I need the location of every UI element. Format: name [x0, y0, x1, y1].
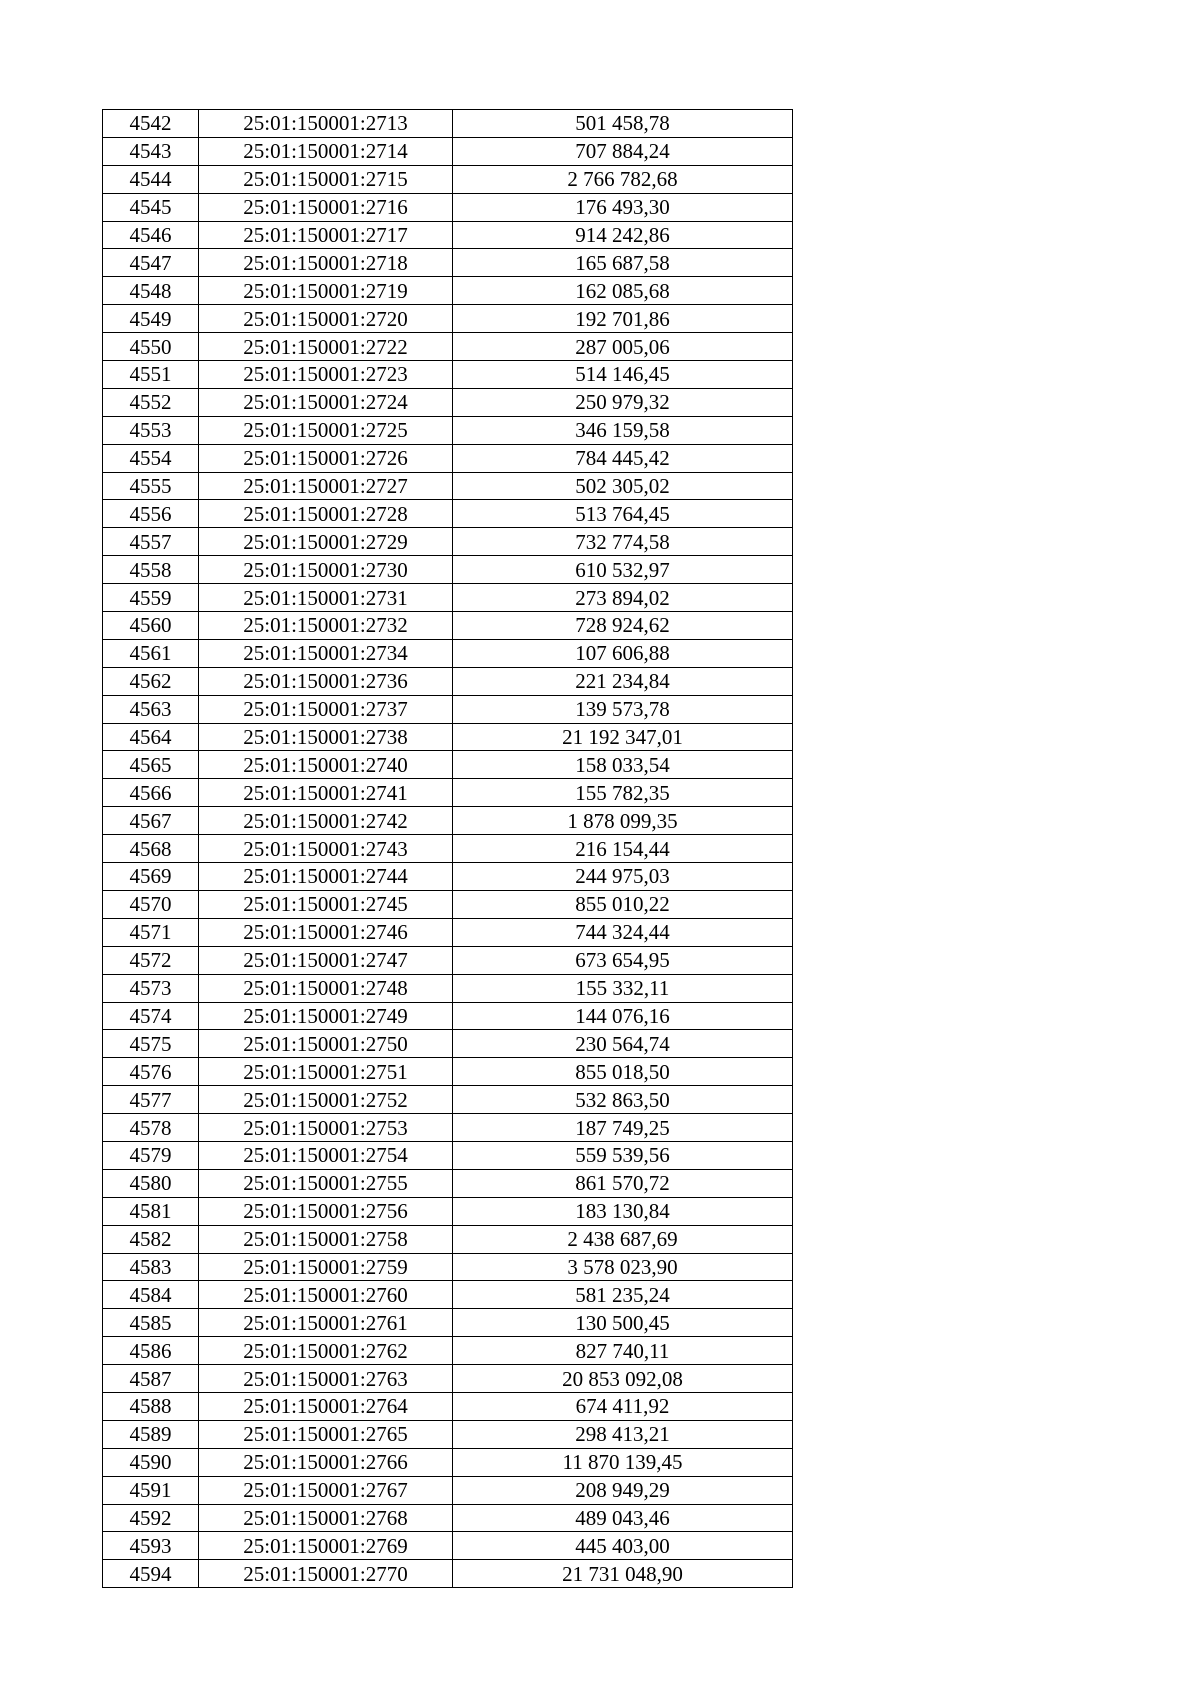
- value-cell: 250 979,32: [453, 388, 793, 416]
- cadastral-number-cell: 25:01:150001:2747: [199, 946, 453, 974]
- row-number-cell: 4548: [103, 277, 199, 305]
- row-number-cell: 4591: [103, 1476, 199, 1504]
- table-row: [103, 1309, 793, 1337]
- row-number-cell: 4568: [103, 835, 199, 863]
- table-row: [103, 974, 793, 1002]
- row-number-cell: 4551: [103, 361, 199, 389]
- table-row: [103, 165, 793, 193]
- value-cell: 139 573,78: [453, 695, 793, 723]
- row-number-cell: 4546: [103, 221, 199, 249]
- value-cell: 2 766 782,68: [453, 165, 793, 193]
- row-number-cell: 4554: [103, 444, 199, 472]
- table-row: [103, 835, 793, 863]
- table-row: [103, 1392, 793, 1420]
- row-number-cell: 4552: [103, 388, 199, 416]
- value-cell: 610 532,97: [453, 556, 793, 584]
- value-cell: 532 863,50: [453, 1086, 793, 1114]
- cadastral-number-cell: 25:01:150001:2731: [199, 584, 453, 612]
- cadastral-number-cell: 25:01:150001:2714: [199, 137, 453, 165]
- table-row: [103, 221, 793, 249]
- cadastral-number-cell: 25:01:150001:2730: [199, 556, 453, 584]
- value-cell: 130 500,45: [453, 1309, 793, 1337]
- value-cell: 855 018,50: [453, 1058, 793, 1086]
- cadastral-number-cell: 25:01:150001:2763: [199, 1365, 453, 1393]
- value-cell: 155 332,11: [453, 974, 793, 1002]
- table-row: [103, 416, 793, 444]
- cadastral-number-cell: 25:01:150001:2740: [199, 751, 453, 779]
- row-number-cell: 4550: [103, 333, 199, 361]
- row-number-cell: 4592: [103, 1504, 199, 1532]
- cadastral-number-cell: 25:01:150001:2726: [199, 444, 453, 472]
- table-row: [103, 751, 793, 779]
- row-number-cell: 4590: [103, 1448, 199, 1476]
- row-number-cell: 4549: [103, 305, 199, 333]
- table-row: [103, 723, 793, 751]
- value-cell: 728 924,62: [453, 612, 793, 640]
- table-row: [103, 584, 793, 612]
- cadastral-number-cell: 25:01:150001:2769: [199, 1532, 453, 1560]
- cadastral-number-cell: 25:01:150001:2729: [199, 528, 453, 556]
- cadastral-number-cell: 25:01:150001:2743: [199, 835, 453, 863]
- cadastral-number-cell: 25:01:150001:2756: [199, 1197, 453, 1225]
- table-row: [103, 528, 793, 556]
- table-row: [103, 1030, 793, 1058]
- cadastral-number-cell: 25:01:150001:2732: [199, 612, 453, 640]
- cadastral-number-cell: 25:01:150001:2758: [199, 1225, 453, 1253]
- value-cell: 674 411,92: [453, 1392, 793, 1420]
- cadastral-number-cell: 25:01:150001:2767: [199, 1476, 453, 1504]
- table-row: [103, 807, 793, 835]
- value-cell: 208 949,29: [453, 1476, 793, 1504]
- row-number-cell: 4562: [103, 667, 199, 695]
- value-cell: 581 235,24: [453, 1281, 793, 1309]
- cadastral-value-table: [102, 109, 793, 1588]
- value-cell: 732 774,58: [453, 528, 793, 556]
- table-row: [103, 249, 793, 277]
- value-cell: 20 853 092,08: [453, 1365, 793, 1393]
- table-row: [103, 612, 793, 640]
- value-cell: 187 749,25: [453, 1114, 793, 1142]
- table-row: [103, 277, 793, 305]
- cadastral-number-cell: 25:01:150001:2746: [199, 918, 453, 946]
- row-number-cell: 4570: [103, 890, 199, 918]
- table-row: [103, 472, 793, 500]
- table-row: [103, 388, 793, 416]
- cadastral-number-cell: 25:01:150001:2727: [199, 472, 453, 500]
- cadastral-number-cell: 25:01:150001:2713: [199, 110, 453, 138]
- cadastral-number-cell: 25:01:150001:2748: [199, 974, 453, 1002]
- cadastral-number-cell: 25:01:150001:2770: [199, 1560, 453, 1588]
- value-cell: 107 606,88: [453, 639, 793, 667]
- table-row: [103, 305, 793, 333]
- table-body: [103, 110, 793, 1588]
- row-number-cell: 4586: [103, 1337, 199, 1365]
- value-cell: 489 043,46: [453, 1504, 793, 1532]
- cadastral-number-cell: 25:01:150001:2761: [199, 1309, 453, 1337]
- cadastral-number-cell: 25:01:150001:2751: [199, 1058, 453, 1086]
- row-number-cell: 4579: [103, 1141, 199, 1169]
- table-row: [103, 137, 793, 165]
- cadastral-number-cell: 25:01:150001:2716: [199, 193, 453, 221]
- table-row: [103, 1002, 793, 1030]
- row-number-cell: 4561: [103, 639, 199, 667]
- value-cell: 502 305,02: [453, 472, 793, 500]
- cadastral-number-cell: 25:01:150001:2760: [199, 1281, 453, 1309]
- row-number-cell: 4589: [103, 1420, 199, 1448]
- row-number-cell: 4564: [103, 723, 199, 751]
- value-cell: 244 975,03: [453, 863, 793, 891]
- row-number-cell: 4593: [103, 1532, 199, 1560]
- row-number-cell: 4575: [103, 1030, 199, 1058]
- cadastral-number-cell: 25:01:150001:2737: [199, 695, 453, 723]
- row-number-cell: 4587: [103, 1365, 199, 1393]
- table-row: [103, 779, 793, 807]
- cadastral-number-cell: 25:01:150001:2764: [199, 1392, 453, 1420]
- table-row: [103, 193, 793, 221]
- cadastral-number-cell: 25:01:150001:2715: [199, 165, 453, 193]
- cadastral-number-cell: 25:01:150001:2738: [199, 723, 453, 751]
- value-cell: 744 324,44: [453, 918, 793, 946]
- row-number-cell: 4555: [103, 472, 199, 500]
- value-cell: 273 894,02: [453, 584, 793, 612]
- cadastral-number-cell: 25:01:150001:2752: [199, 1086, 453, 1114]
- value-cell: 21 731 048,90: [453, 1560, 793, 1588]
- value-cell: 784 445,42: [453, 444, 793, 472]
- cadastral-number-cell: 25:01:150001:2765: [199, 1420, 453, 1448]
- row-number-cell: 4574: [103, 1002, 199, 1030]
- table-row: [103, 1114, 793, 1142]
- row-number-cell: 4553: [103, 416, 199, 444]
- table-row: [103, 333, 793, 361]
- value-cell: 707 884,24: [453, 137, 793, 165]
- row-number-cell: 4556: [103, 500, 199, 528]
- cadastral-number-cell: 25:01:150001:2724: [199, 388, 453, 416]
- row-number-cell: 4563: [103, 695, 199, 723]
- value-cell: 230 564,74: [453, 1030, 793, 1058]
- value-cell: 501 458,78: [453, 110, 793, 138]
- row-number-cell: 4544: [103, 165, 199, 193]
- row-number-cell: 4560: [103, 612, 199, 640]
- cadastral-number-cell: 25:01:150001:2719: [199, 277, 453, 305]
- value-cell: 514 146,45: [453, 361, 793, 389]
- value-cell: 346 159,58: [453, 416, 793, 444]
- value-cell: 445 403,00: [453, 1532, 793, 1560]
- table-row: [103, 863, 793, 891]
- cadastral-number-cell: 25:01:150001:2754: [199, 1141, 453, 1169]
- cadastral-number-cell: 25:01:150001:2736: [199, 667, 453, 695]
- cadastral-number-cell: 25:01:150001:2753: [199, 1114, 453, 1142]
- value-cell: 914 242,86: [453, 221, 793, 249]
- value-cell: 192 701,86: [453, 305, 793, 333]
- value-cell: 221 234,84: [453, 667, 793, 695]
- row-number-cell: 4584: [103, 1281, 199, 1309]
- table-row: [103, 1365, 793, 1393]
- cadastral-number-cell: 25:01:150001:2755: [199, 1169, 453, 1197]
- value-cell: 183 130,84: [453, 1197, 793, 1225]
- table-row: [103, 1420, 793, 1448]
- row-number-cell: 4580: [103, 1169, 199, 1197]
- cadastral-number-cell: 25:01:150001:2745: [199, 890, 453, 918]
- table-row: [103, 1532, 793, 1560]
- value-cell: 11 870 139,45: [453, 1448, 793, 1476]
- table-row: [103, 695, 793, 723]
- row-number-cell: 4542: [103, 110, 199, 138]
- table-row: [103, 667, 793, 695]
- row-number-cell: 4582: [103, 1225, 199, 1253]
- row-number-cell: 4557: [103, 528, 199, 556]
- value-cell: 827 740,11: [453, 1337, 793, 1365]
- table-row: [103, 1197, 793, 1225]
- row-number-cell: 4573: [103, 974, 199, 1002]
- table-row: [103, 110, 793, 138]
- row-number-cell: 4559: [103, 584, 199, 612]
- table-row: [103, 444, 793, 472]
- cadastral-number-cell: 25:01:150001:2725: [199, 416, 453, 444]
- row-number-cell: 4565: [103, 751, 199, 779]
- row-number-cell: 4567: [103, 807, 199, 835]
- table-row: [103, 556, 793, 584]
- cadastral-number-cell: 25:01:150001:2718: [199, 249, 453, 277]
- value-cell: 2 438 687,69: [453, 1225, 793, 1253]
- row-number-cell: 4547: [103, 249, 199, 277]
- cadastral-number-cell: 25:01:150001:2741: [199, 779, 453, 807]
- table-row: [103, 1560, 793, 1588]
- value-cell: 176 493,30: [453, 193, 793, 221]
- table-row: [103, 946, 793, 974]
- table-row: [103, 1169, 793, 1197]
- table-row: [103, 1253, 793, 1281]
- cadastral-number-cell: 25:01:150001:2744: [199, 863, 453, 891]
- cadastral-number-cell: 25:01:150001:2742: [199, 807, 453, 835]
- table-row: [103, 1225, 793, 1253]
- table-row: [103, 500, 793, 528]
- table-row: [103, 890, 793, 918]
- value-cell: 144 076,16: [453, 1002, 793, 1030]
- row-number-cell: 4566: [103, 779, 199, 807]
- row-number-cell: 4594: [103, 1560, 199, 1588]
- value-cell: 158 033,54: [453, 751, 793, 779]
- cadastral-number-cell: 25:01:150001:2734: [199, 639, 453, 667]
- cadastral-number-cell: 25:01:150001:2766: [199, 1448, 453, 1476]
- cadastral-number-cell: 25:01:150001:2762: [199, 1337, 453, 1365]
- table-row: [103, 918, 793, 946]
- row-number-cell: 4558: [103, 556, 199, 584]
- cadastral-number-cell: 25:01:150001:2768: [199, 1504, 453, 1532]
- cadastral-number-cell: 25:01:150001:2720: [199, 305, 453, 333]
- value-cell: 165 687,58: [453, 249, 793, 277]
- table-row: [103, 361, 793, 389]
- value-cell: 298 413,21: [453, 1420, 793, 1448]
- value-cell: 673 654,95: [453, 946, 793, 974]
- value-cell: 1 878 099,35: [453, 807, 793, 835]
- value-cell: 287 005,06: [453, 333, 793, 361]
- value-cell: 216 154,44: [453, 835, 793, 863]
- table-row: [103, 1476, 793, 1504]
- value-cell: 513 764,45: [453, 500, 793, 528]
- row-number-cell: 4581: [103, 1197, 199, 1225]
- row-number-cell: 4569: [103, 863, 199, 891]
- row-number-cell: 4577: [103, 1086, 199, 1114]
- cadastral-number-cell: 25:01:150001:2750: [199, 1030, 453, 1058]
- table-row: [103, 1504, 793, 1532]
- value-cell: 855 010,22: [453, 890, 793, 918]
- value-cell: 21 192 347,01: [453, 723, 793, 751]
- row-number-cell: 4571: [103, 918, 199, 946]
- table-row: [103, 1086, 793, 1114]
- row-number-cell: 4545: [103, 193, 199, 221]
- row-number-cell: 4588: [103, 1392, 199, 1420]
- table-row: [103, 1141, 793, 1169]
- value-cell: 155 782,35: [453, 779, 793, 807]
- value-cell: 861 570,72: [453, 1169, 793, 1197]
- table-row: [103, 1058, 793, 1086]
- cadastral-number-cell: 25:01:150001:2759: [199, 1253, 453, 1281]
- table-row: [103, 1337, 793, 1365]
- value-cell: 559 539,56: [453, 1141, 793, 1169]
- cadastral-number-cell: 25:01:150001:2717: [199, 221, 453, 249]
- value-cell: 162 085,68: [453, 277, 793, 305]
- row-number-cell: 4576: [103, 1058, 199, 1086]
- row-number-cell: 4572: [103, 946, 199, 974]
- cadastral-number-cell: 25:01:150001:2728: [199, 500, 453, 528]
- row-number-cell: 4578: [103, 1114, 199, 1142]
- cadastral-number-cell: 25:01:150001:2749: [199, 1002, 453, 1030]
- table-row: [103, 639, 793, 667]
- row-number-cell: 4543: [103, 137, 199, 165]
- row-number-cell: 4583: [103, 1253, 199, 1281]
- cadastral-number-cell: 25:01:150001:2723: [199, 361, 453, 389]
- table-row: [103, 1448, 793, 1476]
- value-cell: 3 578 023,90: [453, 1253, 793, 1281]
- row-number-cell: 4585: [103, 1309, 199, 1337]
- cadastral-number-cell: 25:01:150001:2722: [199, 333, 453, 361]
- table-row: [103, 1281, 793, 1309]
